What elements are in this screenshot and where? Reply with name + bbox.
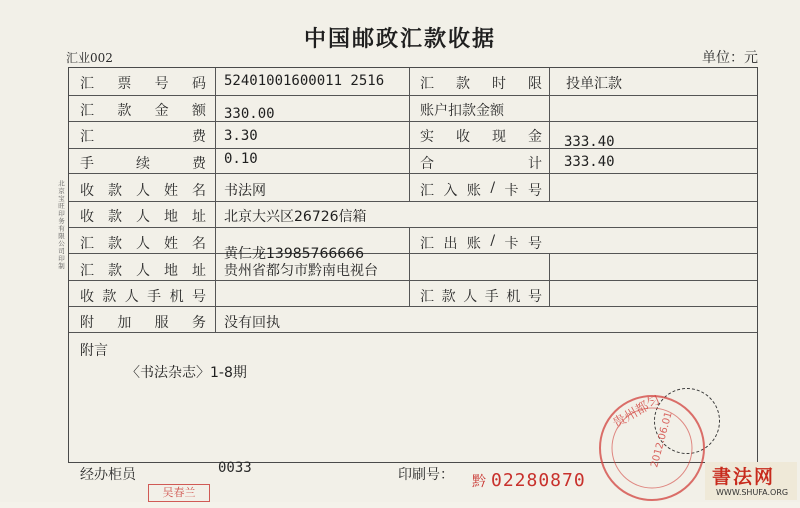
value-time-limit: 投单汇款 bbox=[566, 76, 622, 92]
col-divider bbox=[409, 227, 410, 280]
value-remit-no: 52401001600011 2516 bbox=[224, 73, 385, 89]
label-remit-no: 汇 票 号 码 bbox=[80, 76, 206, 92]
label-in-account: 汇 入 账 / 卡 号 bbox=[420, 180, 542, 199]
watermark-url: WWW.SHUFA.ORG bbox=[716, 488, 789, 497]
row-divider bbox=[69, 280, 757, 281]
print-number: 02280870 bbox=[491, 470, 586, 491]
row-divider bbox=[69, 253, 757, 254]
value-clerk: 0033 bbox=[218, 460, 252, 476]
row-divider bbox=[69, 306, 757, 307]
row-divider bbox=[69, 121, 757, 122]
col-divider bbox=[409, 280, 410, 306]
value-total: 333.40 bbox=[564, 154, 615, 170]
row-divider bbox=[69, 201, 757, 202]
label-received-cash: 实 收 现 金 bbox=[420, 129, 542, 145]
value-payer-name: 黄仁龙13985766666 bbox=[224, 246, 364, 262]
col-divider bbox=[215, 68, 216, 332]
clerk-stamp: 吴春兰 bbox=[148, 484, 210, 502]
row-divider bbox=[69, 95, 757, 96]
printer-credit: 北京宝旺印务有限公司印制 bbox=[57, 180, 65, 270]
label-out-account: 汇 出 账 / 卡 号 bbox=[420, 233, 542, 252]
value-payee-name: 书法网 bbox=[224, 183, 266, 199]
value-received-cash: 333.40 bbox=[564, 134, 615, 150]
col-divider bbox=[549, 173, 550, 201]
label-memo: 附言 bbox=[80, 343, 108, 359]
row-divider bbox=[69, 332, 757, 333]
label-payer-name: 汇 款 人 姓 名 bbox=[80, 236, 206, 252]
value-amount: 330.00 bbox=[224, 106, 275, 122]
label-payer-phone: 汇 款 人 手 机 号 bbox=[420, 289, 542, 305]
seal-text-top: 贵州都匀 bbox=[610, 392, 664, 432]
watermark-logo: 書法网 bbox=[712, 466, 776, 488]
value-memo: 〈书法杂志〉1-8期 bbox=[126, 365, 247, 381]
value-extra-service: 没有回执 bbox=[224, 315, 280, 331]
label-fee: 汇 费 bbox=[80, 129, 206, 145]
label-time-limit: 汇 款 时 限 bbox=[420, 76, 542, 92]
row-divider bbox=[69, 173, 757, 174]
label-payee-address: 收 款 人 地 址 bbox=[80, 209, 206, 225]
value-fee: 3.30 bbox=[224, 128, 258, 144]
value-payee-address: 北京大兴区26726信箱 bbox=[224, 209, 367, 225]
label-clerk: 经办柜员 bbox=[80, 467, 136, 483]
form-code: 汇业002 bbox=[66, 51, 113, 65]
seal-date: 2012.06.01 bbox=[649, 410, 675, 469]
row-divider bbox=[69, 148, 757, 149]
print-prefix: 黔 bbox=[472, 474, 487, 490]
col-divider bbox=[409, 173, 410, 201]
value-payer-address: 贵州省都匀市黔南电视台 bbox=[224, 263, 378, 279]
col-divider bbox=[549, 280, 550, 306]
label-payer-address: 汇 款 人 地 址 bbox=[80, 263, 206, 279]
label-payee-phone: 收 款 人 手 机 号 bbox=[80, 289, 206, 305]
label-amount: 汇 款 金 额 bbox=[80, 103, 206, 119]
postal-seal-icon bbox=[592, 388, 712, 508]
document-title: 中国邮政汇款收据 bbox=[303, 26, 496, 52]
label-print-no: 印刷号： bbox=[398, 467, 454, 483]
print-serial bbox=[472, 470, 586, 491]
label-extra-service: 附 加 服 务 bbox=[80, 315, 206, 331]
col-divider bbox=[549, 253, 550, 280]
value-service-fee: 0.10 bbox=[224, 151, 258, 167]
label-service-fee: 手 续 费 bbox=[80, 156, 206, 172]
label-total: 合 计 bbox=[420, 156, 542, 172]
label-payee-name: 收 款 人 姓 名 bbox=[80, 183, 206, 199]
row-divider bbox=[69, 227, 757, 228]
label-account-deduct: 账户扣款金额 bbox=[420, 103, 504, 119]
currency-unit: 单位：元 bbox=[702, 50, 758, 66]
